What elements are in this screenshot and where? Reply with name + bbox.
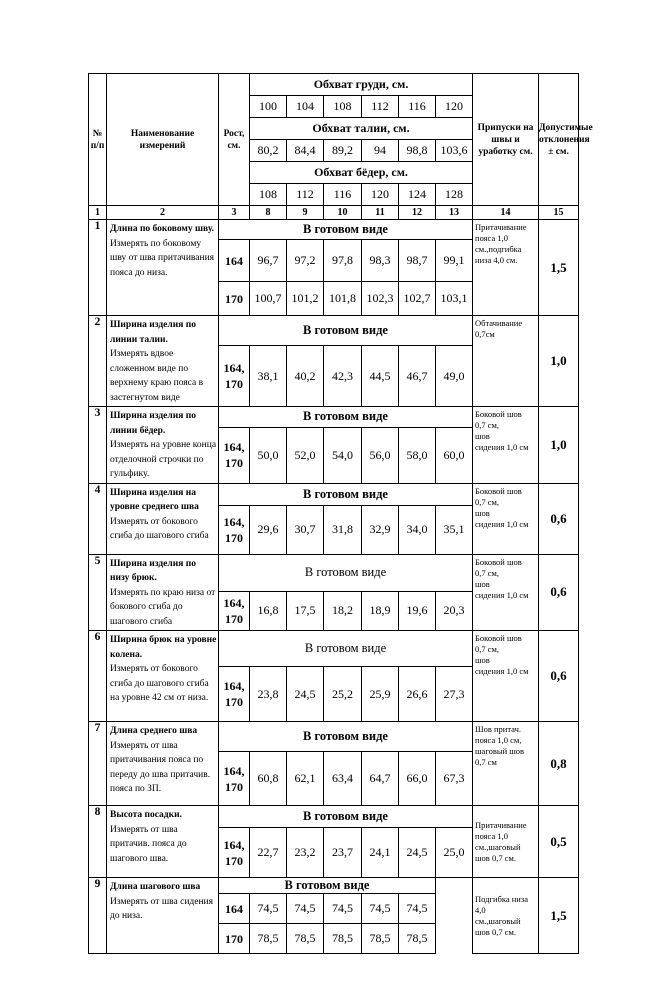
ready-label: В готовом виде — [219, 316, 473, 346]
measure-value: 25,9 — [362, 667, 399, 722]
measurement-desc: Измерять по боковому шву от шва притачивания пояса до низа. — [110, 238, 215, 278]
tolerance-value: 0,8 — [539, 722, 579, 806]
measure-value: 18,2 — [324, 591, 362, 630]
chest-size: 120 — [436, 96, 473, 118]
column-number: 12 — [399, 206, 436, 220]
ready-label: В готовом виде — [219, 554, 473, 591]
measurement-name — [107, 806, 219, 878]
measure-value: 102,3 — [362, 282, 399, 316]
column-number: 3 — [219, 206, 250, 220]
measure-value: 103,1 — [436, 282, 473, 316]
row-number: 4 — [89, 483, 107, 554]
measure-value: 42,3 — [324, 346, 362, 407]
measurement-desc: Измерять по краю низа от бокового сгиба до шагового сгиба — [110, 587, 216, 627]
measure-value: 29,6 — [250, 505, 287, 554]
height-value: 164, 170 — [219, 591, 250, 630]
ready-label: В готовом виде — [219, 483, 473, 505]
measure-value: 24,5 — [287, 667, 324, 722]
measure-value: 74,5 — [287, 894, 324, 924]
measure-value: 49,0 — [436, 346, 473, 407]
allowance-cell: Обтачивание 0,7см — [473, 316, 539, 407]
column-number: 10 — [324, 206, 362, 220]
measure-value: 98,3 — [362, 240, 399, 282]
allowance-cell: Боковой шов 0,7 см, шов сидения 1,0 см — [473, 407, 539, 484]
measurement-desc: Измерять вдвое сложенном виде по верхнему краю пояса в застегнутом виде — [110, 349, 204, 403]
header-hips: Обхват бёдер, см. — [250, 162, 473, 184]
ready-label: В готовом виде — [219, 631, 473, 667]
height-value: 164, 170 — [219, 505, 250, 554]
column-number: 11 — [362, 206, 399, 220]
row-number: 6 — [89, 631, 107, 722]
measure-value: 99,1 — [436, 240, 473, 282]
measure-value: 64,7 — [362, 752, 399, 806]
tolerance-value: 0,6 — [539, 631, 579, 722]
waist-size: 80,2 — [250, 140, 287, 162]
measure-value: 19,6 — [399, 591, 436, 630]
measure-value: 102,7 — [399, 282, 436, 316]
measurement-title: Ширина брюк на уровне колена. — [110, 635, 217, 660]
column-number: 15 — [539, 206, 579, 220]
tolerance-value: 0,6 — [539, 554, 579, 631]
measure-value: 98,7 — [399, 240, 436, 282]
waist-size: 89,2 — [324, 140, 362, 162]
row-number: 1 — [89, 220, 107, 316]
hip-size: 108 — [250, 184, 287, 206]
measurement-name — [107, 878, 219, 954]
measurement-title: Высота посадки. — [110, 810, 182, 820]
measurement-title: Длина по боковому шву. — [110, 224, 215, 234]
chest-size: 100 — [250, 96, 287, 118]
measure-value: 101,8 — [324, 282, 362, 316]
column-number: 13 — [436, 206, 473, 220]
tolerance-value: 1,0 — [539, 316, 579, 407]
measure-value: 54,0 — [324, 427, 362, 483]
measure-value: 16,8 — [250, 591, 287, 630]
measure-value: 27,3 — [436, 667, 473, 722]
empty-cell — [436, 878, 473, 954]
measure-value: 35,1 — [436, 505, 473, 554]
header-allowance: Припуски на швы и уработку см. — [473, 74, 539, 206]
tolerance-value: 1,5 — [539, 878, 579, 954]
chest-size: 104 — [287, 96, 324, 118]
measurement-desc: Измерять от бокового сгиба до шагового сгиба — [110, 516, 209, 541]
height-value: 164, 170 — [219, 828, 250, 878]
hip-size: 120 — [362, 184, 399, 206]
measure-value: 58,0 — [399, 427, 436, 483]
measure-value: 74,5 — [399, 894, 436, 924]
measure-value: 32,9 — [362, 505, 399, 554]
ready-label: В готовом виде — [219, 722, 473, 752]
tolerance-value: 1,5 — [539, 220, 579, 316]
measure-value: 18,9 — [362, 591, 399, 630]
measure-value: 78,5 — [362, 924, 399, 954]
allowance-cell: Притачивание пояса 1,0 см.,шаговый шов 0,7 см. — [473, 806, 539, 878]
measure-value: 97,8 — [324, 240, 362, 282]
header-num: № п/п — [89, 74, 107, 206]
header-chest: Обхват груди, см. — [250, 74, 473, 96]
waist-size: 84,4 — [287, 140, 324, 162]
measure-value: 101,2 — [287, 282, 324, 316]
measure-value: 23,2 — [287, 828, 324, 878]
measure-value: 67,3 — [436, 752, 473, 806]
measure-value: 23,7 — [324, 828, 362, 878]
measurement-title: Ширина изделия на уровне среднего шва — [110, 487, 199, 512]
height-value: 170 — [219, 282, 250, 316]
measurement-title: Ширина изделия по линии талии. — [110, 320, 196, 345]
column-number: 1 — [89, 206, 107, 220]
allowance-cell: Подгибка низа 4,0 см.,шаговый шов 0,7 см. — [473, 878, 539, 954]
measurement-desc: Измерять от шва притачивания пояса по переду до шва притачив. пояса по ЗП. — [110, 740, 211, 794]
measure-value: 63,4 — [324, 752, 362, 806]
allowance-cell: Боковой шов 0,7 см, шов сидения 1,0 см — [473, 483, 539, 554]
measure-value: 52,0 — [287, 427, 324, 483]
measure-value: 20,3 — [436, 591, 473, 630]
measurement-name — [107, 220, 219, 316]
tolerance-value: 1,0 — [539, 407, 579, 484]
column-number: 14 — [473, 206, 539, 220]
allowance-cell: Притачивание пояса 1,0 см.,подгибка низа 4,0 см. — [473, 220, 539, 316]
height-value: 164 — [219, 240, 250, 282]
measure-value: 78,5 — [287, 924, 324, 954]
measure-value: 74,5 — [250, 894, 287, 924]
measurement-title: Ширина изделия по линии бёдер. — [110, 411, 196, 436]
measurement-desc: Измерять от шва притачив. пояса до шагового шва. — [110, 824, 187, 864]
header-height: Рост, см. — [219, 74, 250, 206]
measure-value: 74,5 — [362, 894, 399, 924]
waist-size: 98,8 — [399, 140, 436, 162]
measure-value: 62,1 — [287, 752, 324, 806]
measurement-name — [107, 631, 219, 722]
measurement-desc: Измерять на уровне конца отделочной строчки по гульфику. — [110, 440, 217, 479]
hip-size: 116 — [324, 184, 362, 206]
measure-value: 30,7 — [287, 505, 324, 554]
ready-label: В готовом виде — [219, 878, 436, 894]
measurement-name — [107, 554, 219, 631]
measure-value: 74,5 — [324, 894, 362, 924]
measure-value: 78,5 — [324, 924, 362, 954]
measure-value: 78,5 — [399, 924, 436, 954]
allowance-cell: Боковой шов 0,7 см, шов сидения 1,0 см — [473, 554, 539, 631]
waist-size: 103,6 — [436, 140, 473, 162]
row-number: 8 — [89, 806, 107, 878]
chest-size: 108 — [324, 96, 362, 118]
height-value: 164, 170 — [219, 346, 250, 407]
measure-value: 56,0 — [362, 427, 399, 483]
measure-value: 78,5 — [250, 924, 287, 954]
measurement-table — [88, 73, 593, 954]
height-value: 164, 170 — [219, 752, 250, 806]
measure-value: 25,0 — [436, 828, 473, 878]
hip-size: 112 — [287, 184, 324, 206]
measurement-name — [107, 407, 219, 484]
measure-value: 44,5 — [362, 346, 399, 407]
column-number: 8 — [250, 206, 287, 220]
chest-size: 116 — [399, 96, 436, 118]
measure-value: 100,7 — [250, 282, 287, 316]
hip-size: 124 — [399, 184, 436, 206]
height-value: 164, 170 — [219, 667, 250, 722]
measurement-name — [107, 722, 219, 806]
measure-value: 34,0 — [399, 505, 436, 554]
measurement-name — [107, 483, 219, 554]
measurement-desc: Измерять от бокового сгиба до шагового сгиба на уровне 42 см от низа. — [110, 664, 209, 703]
height-value: 170 — [219, 924, 250, 954]
header-waist: Обхват талии, см. — [250, 118, 473, 140]
measurement-title: Длина среднего шва — [110, 726, 198, 736]
measure-value: 50,0 — [250, 427, 287, 483]
row-number: 3 — [89, 407, 107, 484]
tolerance-value: 0,5 — [539, 806, 579, 878]
chest-size: 112 — [362, 96, 399, 118]
measure-value: 66,0 — [399, 752, 436, 806]
ready-label: В готовом виде — [219, 220, 473, 240]
measure-value: 23,8 — [250, 667, 287, 722]
measure-value: 38,1 — [250, 346, 287, 407]
measure-value: 24,5 — [399, 828, 436, 878]
header-tolerance: Допустимые отклонения ± см. — [539, 74, 579, 206]
row-number: 9 — [89, 878, 107, 954]
height-value: 164 — [219, 894, 250, 924]
measurement-name — [107, 316, 219, 407]
measurement-title: Ширина изделия по низу брюк. — [110, 558, 196, 583]
ready-label: В готовом виде — [219, 806, 473, 828]
measure-value: 46,7 — [399, 346, 436, 407]
measure-value: 96,7 — [250, 240, 287, 282]
measure-value: 97,2 — [287, 240, 324, 282]
measure-value: 60,0 — [436, 427, 473, 483]
ready-label: В готовом виде — [219, 407, 473, 428]
measure-value: 40,2 — [287, 346, 324, 407]
allowance-cell: Шов притач. пояса 1,0 см, шаговый шов 0,7 см — [473, 722, 539, 806]
measure-value: 60,8 — [250, 752, 287, 806]
allowance-cell: Боковой шов 0,7 см, шов сидения 1,0 см — [473, 631, 539, 722]
measure-value: 17,5 — [287, 591, 324, 630]
height-value: 164, 170 — [219, 427, 250, 483]
measure-value: 24,1 — [362, 828, 399, 878]
measurement-title: Длина шагового шва — [110, 882, 201, 892]
hip-size: 128 — [436, 184, 473, 206]
waist-size: 94 — [362, 140, 399, 162]
row-number: 2 — [89, 316, 107, 407]
row-number: 7 — [89, 722, 107, 806]
measure-value: 25,2 — [324, 667, 362, 722]
column-number: 9 — [287, 206, 324, 220]
measure-value: 22,7 — [250, 828, 287, 878]
measurement-desc: Измерять от шва сидения до низа. — [110, 896, 213, 921]
tolerance-value: 0,6 — [539, 483, 579, 554]
measure-value: 31,8 — [324, 505, 362, 554]
measure-value: 26,6 — [399, 667, 436, 722]
header-name: Наименование измерений — [107, 74, 219, 206]
column-number: 2 — [107, 206, 219, 220]
row-number: 5 — [89, 554, 107, 631]
